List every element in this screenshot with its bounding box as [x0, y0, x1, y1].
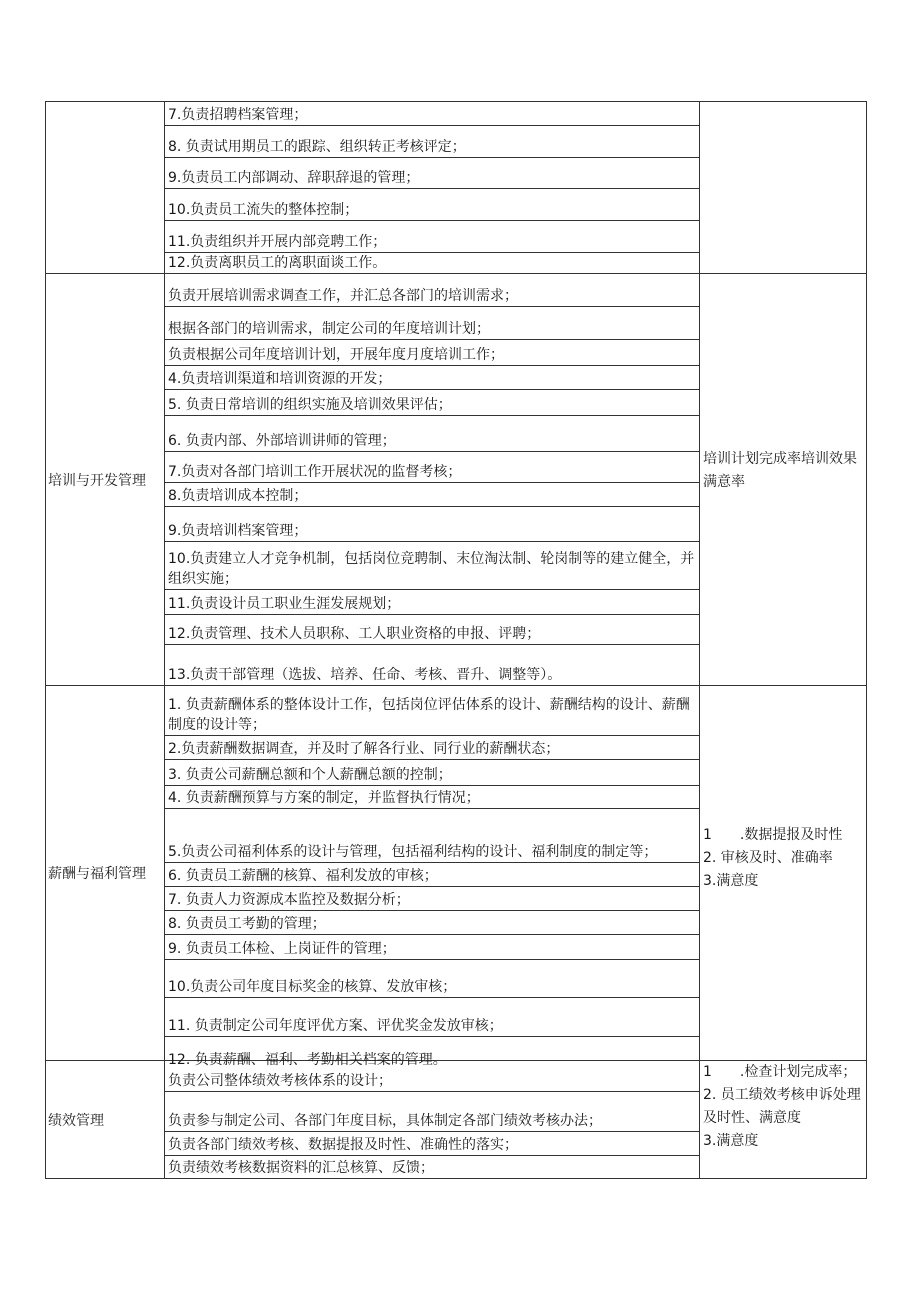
duty-item: 4. 负责薪酬预算与方案的制定，并监督执行情况；: [165, 786, 700, 809]
duty-table: [45, 101, 867, 1179]
duty-item: 9.负责员工内部调动、辞职辞退的管理；: [165, 158, 700, 189]
duty-item: 11.负责组织并开展内部竞聘工作；: [165, 221, 700, 253]
duty-item: 10.负责公司年度目标奖金的核算、发放审核；: [165, 960, 700, 998]
section-training: [45, 274, 867, 686]
duty-item: 6. 负责内部、外部培训讲师的管理；: [165, 416, 700, 452]
duty-item: 3. 负责公司薪酬总额和个人薪酬总额的控制；: [165, 760, 700, 786]
duty-item: 8. 负责试用期员工的跟踪、组织转正考核评定；: [165, 126, 700, 158]
duty-item: 12.负责管理、技术人员职称、工人职业资格的申报、评聘；: [165, 615, 700, 645]
duty-list: [165, 274, 700, 685]
duty-item: 11. 负责制定公司年度评优方案、评优奖金发放审核；: [165, 998, 700, 1037]
duty-item: 负责公司整体绩效考核体系的设计；: [165, 1061, 700, 1092]
section-performance: [45, 1061, 867, 1178]
duty-item: 7.负责对各部门培训工作开展状况的监督考核；: [165, 452, 700, 483]
kpi-cell: [700, 1061, 867, 1178]
kpi-cell: [700, 274, 867, 685]
duty-list: [165, 1061, 700, 1178]
duty-item: 负责开展培训需求调查工作，并汇总各部门的培训需求；: [165, 274, 700, 307]
kpi-text: 培训计划完成率培训效果满意率: [703, 451, 857, 490]
kpi-cell: [700, 102, 867, 273]
duty-item: 12.负责离职员工的离职面谈工作。: [165, 253, 700, 273]
duty-item: 负责参与制定公司、各部门年度目标，具体制定各部门绩效考核办法；: [165, 1092, 700, 1132]
duty-item: 负责各部门绩效考核、数据提报及时性、准确性的落实；: [165, 1132, 700, 1156]
kpi-line-3: 3.满意度: [703, 1133, 759, 1149]
duty-item: 9.负责培训档案管理；: [165, 507, 700, 542]
duty-item: 根据各部门的培训需求，制定公司的年度培训计划；: [165, 307, 700, 340]
duty-item: 7. 负责人力资源成本监控及数据分析；: [165, 887, 700, 911]
duty-item: 10.负责建立人才竞争机制，包括岗位竞聘制、末位淘汰制、轮岗制等的建立健全，并组织实施；: [165, 542, 700, 590]
category-cell: 薪酬与福利管理: [45, 686, 165, 1060]
duty-item: 2.负责薪酬数据调查，并及时了解各行业、同行业的薪酬状态；: [165, 736, 700, 760]
duty-item: 10.负责员工流失的整体控制；: [165, 189, 700, 221]
duty-item: 5.负责公司福利体系的设计与管理，包括福利结构的设计、福利制度的制定等；: [165, 809, 700, 863]
duty-item: 负责绩效考核数据资料的汇总核算、反馈；: [165, 1156, 700, 1178]
kpi-line-1: 1 .数据提报及时性: [703, 827, 843, 843]
duty-list: [165, 686, 700, 1068]
category-cell: 绩效管理: [45, 1061, 165, 1178]
category-cell: [45, 102, 165, 273]
kpi-line-1: 1 .检查计划完成率；: [703, 1064, 857, 1080]
duty-item: 13.负责干部管理（选拔、培养、任命、考核、晋升、调整等）。: [165, 645, 700, 685]
duty-item: 6. 负责员工薪酬的核算、福利发放的审核；: [165, 863, 700, 887]
duty-item: 8.负责培训成本控制；: [165, 483, 700, 507]
duty-item: 8. 负责员工考勤的管理；: [165, 911, 700, 935]
section-recruitment: [45, 102, 867, 274]
kpi-line-2: 2. 员工绩效考核申诉处理及时性、满意度: [703, 1087, 861, 1126]
section-compensation: [45, 686, 867, 1068]
duty-list: [165, 102, 700, 273]
kpi-cell: [700, 686, 867, 1060]
kpi-line-2: 2. 审核及时、准确率: [703, 850, 833, 866]
duty-item: 4.负责培训渠道和培训资源的开发；: [165, 366, 700, 390]
duty-item: 9. 负责员工体检、上岗证件的管理；: [165, 935, 700, 960]
duty-item: 11.负责设计员工职业生涯发展规划；: [165, 590, 700, 615]
duty-item: 1. 负责薪酬体系的整体设计工作，包括岗位评估体系的设计、薪酬结构的设计、薪酬制度的设计等；: [165, 686, 700, 736]
kpi-line-3: 3.满意度: [703, 873, 759, 889]
duty-item: 负责根据公司年度培训计划，开展年度月度培训工作；: [165, 340, 700, 366]
category-cell: 培训与开发管理: [45, 274, 165, 685]
duty-item: 7.负责招聘档案管理；: [165, 102, 700, 126]
duty-item: 12. 负责薪酬、福利、考勤相关档案的管理。: [165, 1037, 700, 1070]
duty-item: 5. 负责日常培训的组织实施及培训效果评估；: [165, 390, 700, 416]
